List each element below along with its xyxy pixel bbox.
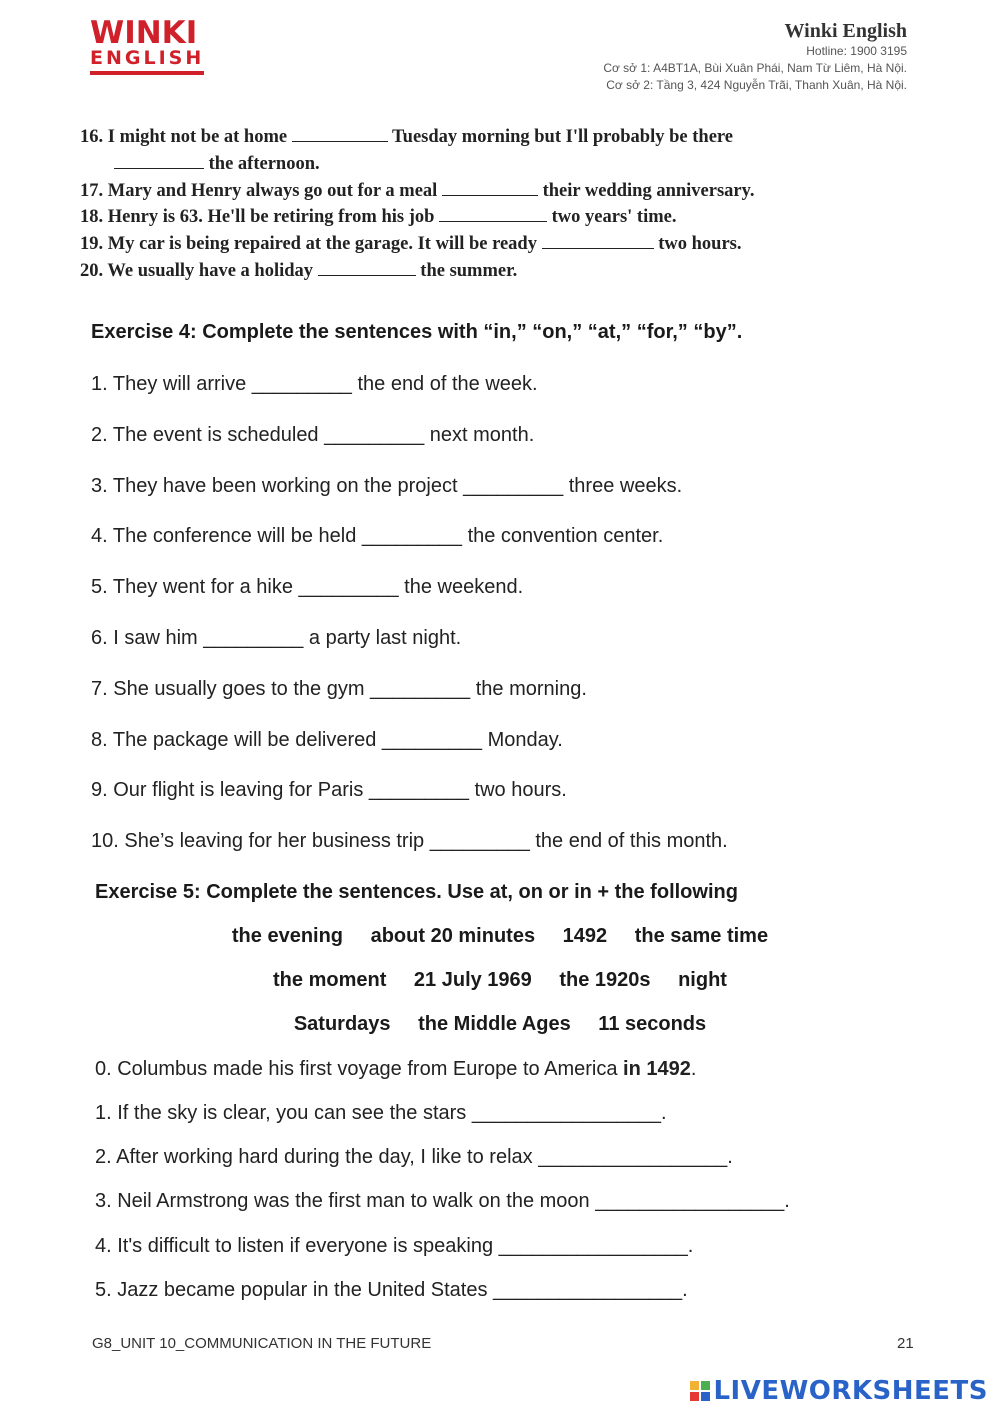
answer-blank[interactable] [114,154,204,169]
ex5-item-1[interactable]: 1. If the sky is clear, you can see the stars _________________. [95,1102,667,1124]
word-option: the evening [231,925,344,947]
ex5-example [95,1058,696,1081]
ex5-item-4[interactable]: 4. It's difficult to listen if everyone is speaking _________________. [95,1235,694,1257]
answer-blank[interactable] [442,181,538,196]
word-option: Saturdays [293,1013,391,1035]
q18-part2: two years' time. [551,207,677,227]
ex5-item-2[interactable]: 2. After working hard during the day, I like to relax _________________. [95,1146,733,1168]
q20-part1: 20. We usually have a holiday [80,261,314,281]
ex4-item-2[interactable]: 2. The event is scheduled _________ next month. [91,424,535,446]
ex4-item-5[interactable]: 5. They went for a hike _________ the weekend. [91,576,524,598]
watermark-text: LIVEWORKSHEETS [713,1376,988,1406]
word-bank-row-2 [0,969,1000,992]
liveworksheets-icon [690,1381,710,1401]
ex4-item-10[interactable]: 10. She’s leaving for her business trip _________ the end of this month. [91,830,728,852]
example-text: 0. Columbus made his first voyage from Europe to America [95,1058,624,1080]
logo-line2: ENGLISH [90,47,205,69]
question-20 [80,261,517,282]
address-1: Cơ sở 1: A4BT1A, Bùi Xuân Phái, Nam Từ Liêm, Hà Nội. [603,61,907,75]
q18-part1: 18. Henry is 63. He'll be retiring from his job [80,207,435,227]
question-16-cont [114,154,320,175]
question-17 [80,181,754,202]
hotline: Hotline: 1900 3195 [806,44,907,58]
word-option: 11 seconds [598,1013,707,1035]
q19-part1: 19. My car is being repaired at the garage. It will be ready [80,234,537,254]
example-answer: in 1492 [623,1058,691,1080]
ex4-item-8[interactable]: 8. The package will be delivered _________ Monday. [91,729,563,751]
word-option: about 20 minutes [370,925,536,947]
ex4-item-4[interactable]: 4. The conference will be held _________ the convention center. [91,525,664,547]
liveworksheets-watermark [690,1376,988,1406]
footer-unit: G8_UNIT 10_COMMUNICATION IN THE FUTURE [92,1335,432,1352]
answer-blank[interactable] [439,207,547,222]
word-option: the same time [634,925,769,947]
page-number: 21 [897,1335,914,1352]
word-option: 21 July 1969 [413,969,532,991]
ex4-item-7[interactable]: 7. She usually goes to the gym _________ the morning. [91,678,587,700]
q20-part2: the summer. [420,261,518,281]
logo-line1: WINKI [90,15,198,51]
word-option: the Middle Ages [418,1013,571,1035]
ex4-item-6[interactable]: 6. I saw him _________ a party last night. [91,627,462,649]
example-end: . [690,1058,697,1080]
exercise-4-title: Exercise 4: Complete the sentences with “in,” “on,” “at,” “for,” “by”. [91,321,743,343]
address-2: Cơ sở 2: Tầng 3, 424 Nguyễn Trãi, Thanh Xuân, Hà Nội. [606,78,907,92]
winki-logo [90,15,208,75]
word-option: the 1920s [559,969,651,991]
q19-part2: two hours. [658,234,742,254]
word-bank-row-3 [0,1013,1000,1036]
q16-part2: Tuesday morning but I'll probably be there [392,127,733,147]
exercise-5-title: Exercise 5: Complete the sentences. Use at, on or in + the following [95,881,738,903]
q16-part3: the afternoon. [208,154,320,174]
ex5-item-5[interactable]: 5. Jazz became popular in the United States _________________. [95,1279,688,1301]
word-option: 1492 [562,925,608,947]
question-19 [80,234,742,255]
q17-part2: their wedding anniversary. [542,181,755,201]
word-bank-row-1 [0,925,1000,948]
question-16 [80,127,733,148]
logo-underline [90,71,204,75]
school-name: Winki English [784,20,907,42]
word-option: the moment [273,969,387,991]
ex4-item-3[interactable]: 3. They have been working on the project _________ three weeks. [91,475,683,497]
word-option: night [678,969,727,991]
question-18 [80,207,676,228]
school-header [603,20,907,94]
answer-blank[interactable] [292,127,388,142]
answer-blank[interactable] [542,234,654,249]
ex4-item-1[interactable]: 1. They will arrive _________ the end of the week. [91,373,538,395]
ex4-item-9[interactable]: 9. Our flight is leaving for Paris _________ two hours. [91,779,567,801]
q17-part1: 17. Mary and Henry always go out for a meal [80,181,438,201]
q16-part1: 16. I might not be at home [80,127,288,147]
ex5-item-3[interactable]: 3. Neil Armstrong was the first man to walk on the moon _________________. [95,1190,790,1212]
answer-blank[interactable] [318,261,416,276]
